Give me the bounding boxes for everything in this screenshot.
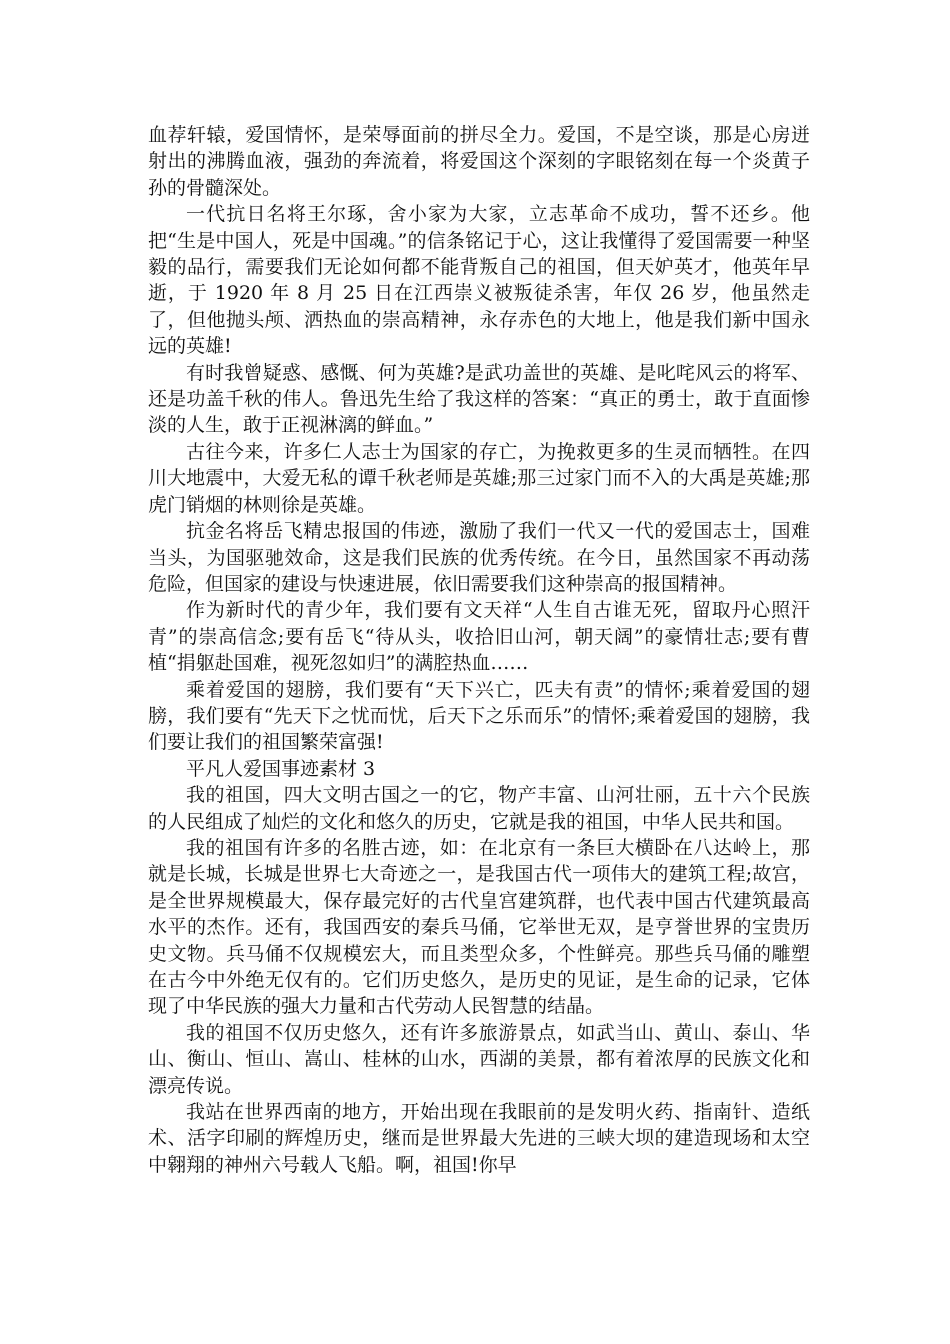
paragraph-10: 我的祖国有许多的名胜古迹，如：在北京有一条巨大横卧在八达岭上，那就是长城，长城是世界七大奇迹之一，是我国古代一项伟大的建筑工程;故宫，是全世界规模最大，保存最完好的古代皇宫建筑群，也代表中国古代建筑最高水平的杰作。还有，我国西安的秦兵马俑，它举世无双，是亨誉世界的宝贵历史文物。兵马俑不仅规模宏大，而且类型众多，个性鲜亮。那些兵马俑的雕塑在古今中外绝无仅有的。它们历史悠久，是历史的见证，是生命的记录，它体现了中华民族的强大力量和古代劳动人民智慧的结晶。 bbox=[148, 836, 810, 1018]
paragraph-6: 作为新时代的青少年，我们要有文天祥“人生自古谁无死，留取丹心照汗青”的崇高信念;要有岳飞“待从头，收拾旧山河，朝天阔”的豪情壮志;要有曹植“捐躯赴国难，视死忽如归”的满腔热血…… bbox=[148, 599, 810, 675]
paragraph-7: 乘着爱国的翅膀，我们要有“天下兴亡，匹夫有责”的情怀;乘着爱国的翅膀，我们要有“先天下之忧而忧，后天下之乐而乐”的情怀;乘着爱国的翅膀，我们要让我们的祖国繁荣富强! bbox=[148, 678, 810, 754]
paragraph-5: 抗金名将岳飞精忠报国的伟迹，激励了我们一代又一代的爱国志士，国难当头，为国驱驰效命，这是我们民族的优秀传统。在今日，虽然国家不再动荡危险，但国家的建设与快速进展，依旧需要我们这种崇高的报国精神。 bbox=[148, 520, 810, 595]
document-page bbox=[148, 122, 810, 1178]
paragraph-3: 有时我曾疑惑、感慨、何为英雄?是武功盖世的英雄、是叱咤风云的将军、还是功盖千秋的伟人。鲁迅先生给了我这样的答案：“真正的勇士，敢于直面惨淡的人生，敢于正视淋漓的鲜血。” bbox=[148, 361, 810, 437]
paragraph-1: 血荐轩辕，爱国情怀，是荣辱面前的拼尽全力。爱国，不是空谈，那是心房迸射出的沸腾血液，强劲的奔流着，将爱国这个深刻的字眼铭刻在每一个炎黄子孙的骨髓深处。 bbox=[148, 124, 810, 199]
paragraph-11: 我的祖国不仅历史悠久，还有许多旅游景点，如武当山、黄山、泰山、华山、衡山、恒山、嵩山、桂林的山水，西湖的美景，都有着浓厚的民族文化和漂亮传说。 bbox=[148, 1021, 810, 1097]
paragraph-12: 我站在世界西南的地方，开始出现在我眼前的是发明火药、指南针、造纸术、活字印刷的辉煌历史，继而是世界最大先进的三峡大坝的建造现场和太空中翱翔的神州六号载人飞船。啊，祖国!你早 bbox=[148, 1101, 810, 1176]
paragraph-9: 我的祖国，四大文明古国之一的它，物产丰富、山河壮丽，五十六个民族的人民组成了灿烂的文化和悠久的历史，它就是我的祖国，中华人民共和国。 bbox=[148, 784, 810, 833]
section-title: 平凡人爱国事迹素材 3 bbox=[186, 757, 376, 780]
paragraph-2: 一代抗日名将王尔琢，舍小家为大家，立志革命不成功，誓不还乡。他把“生是中国人，死是中国魂。”的信条铭记于心，这让我懂得了爱国需要一种坚毅的品行，需要我们无论如何都不能背叛自己的祖国，但天妒英才，他英年早逝，于 1920 年 8 月 25 日在江西崇义被叛徒杀害，年仅 26 岁，他虽然走了，但他抛头颅、洒热血的崇高精神，永存赤色的大地上，他是我们新中国永远的英雄! bbox=[148, 203, 810, 358]
paragraph-4: 古往今来，许多仁人志士为国家的存亡，为挽救更多的生灵而牺牲。在四川大地震中，大爱无私的谭千秋老师是英雄;那三过家门而不入的大禹是英雄;那虎门销烟的林则徐是英雄。 bbox=[148, 440, 810, 516]
